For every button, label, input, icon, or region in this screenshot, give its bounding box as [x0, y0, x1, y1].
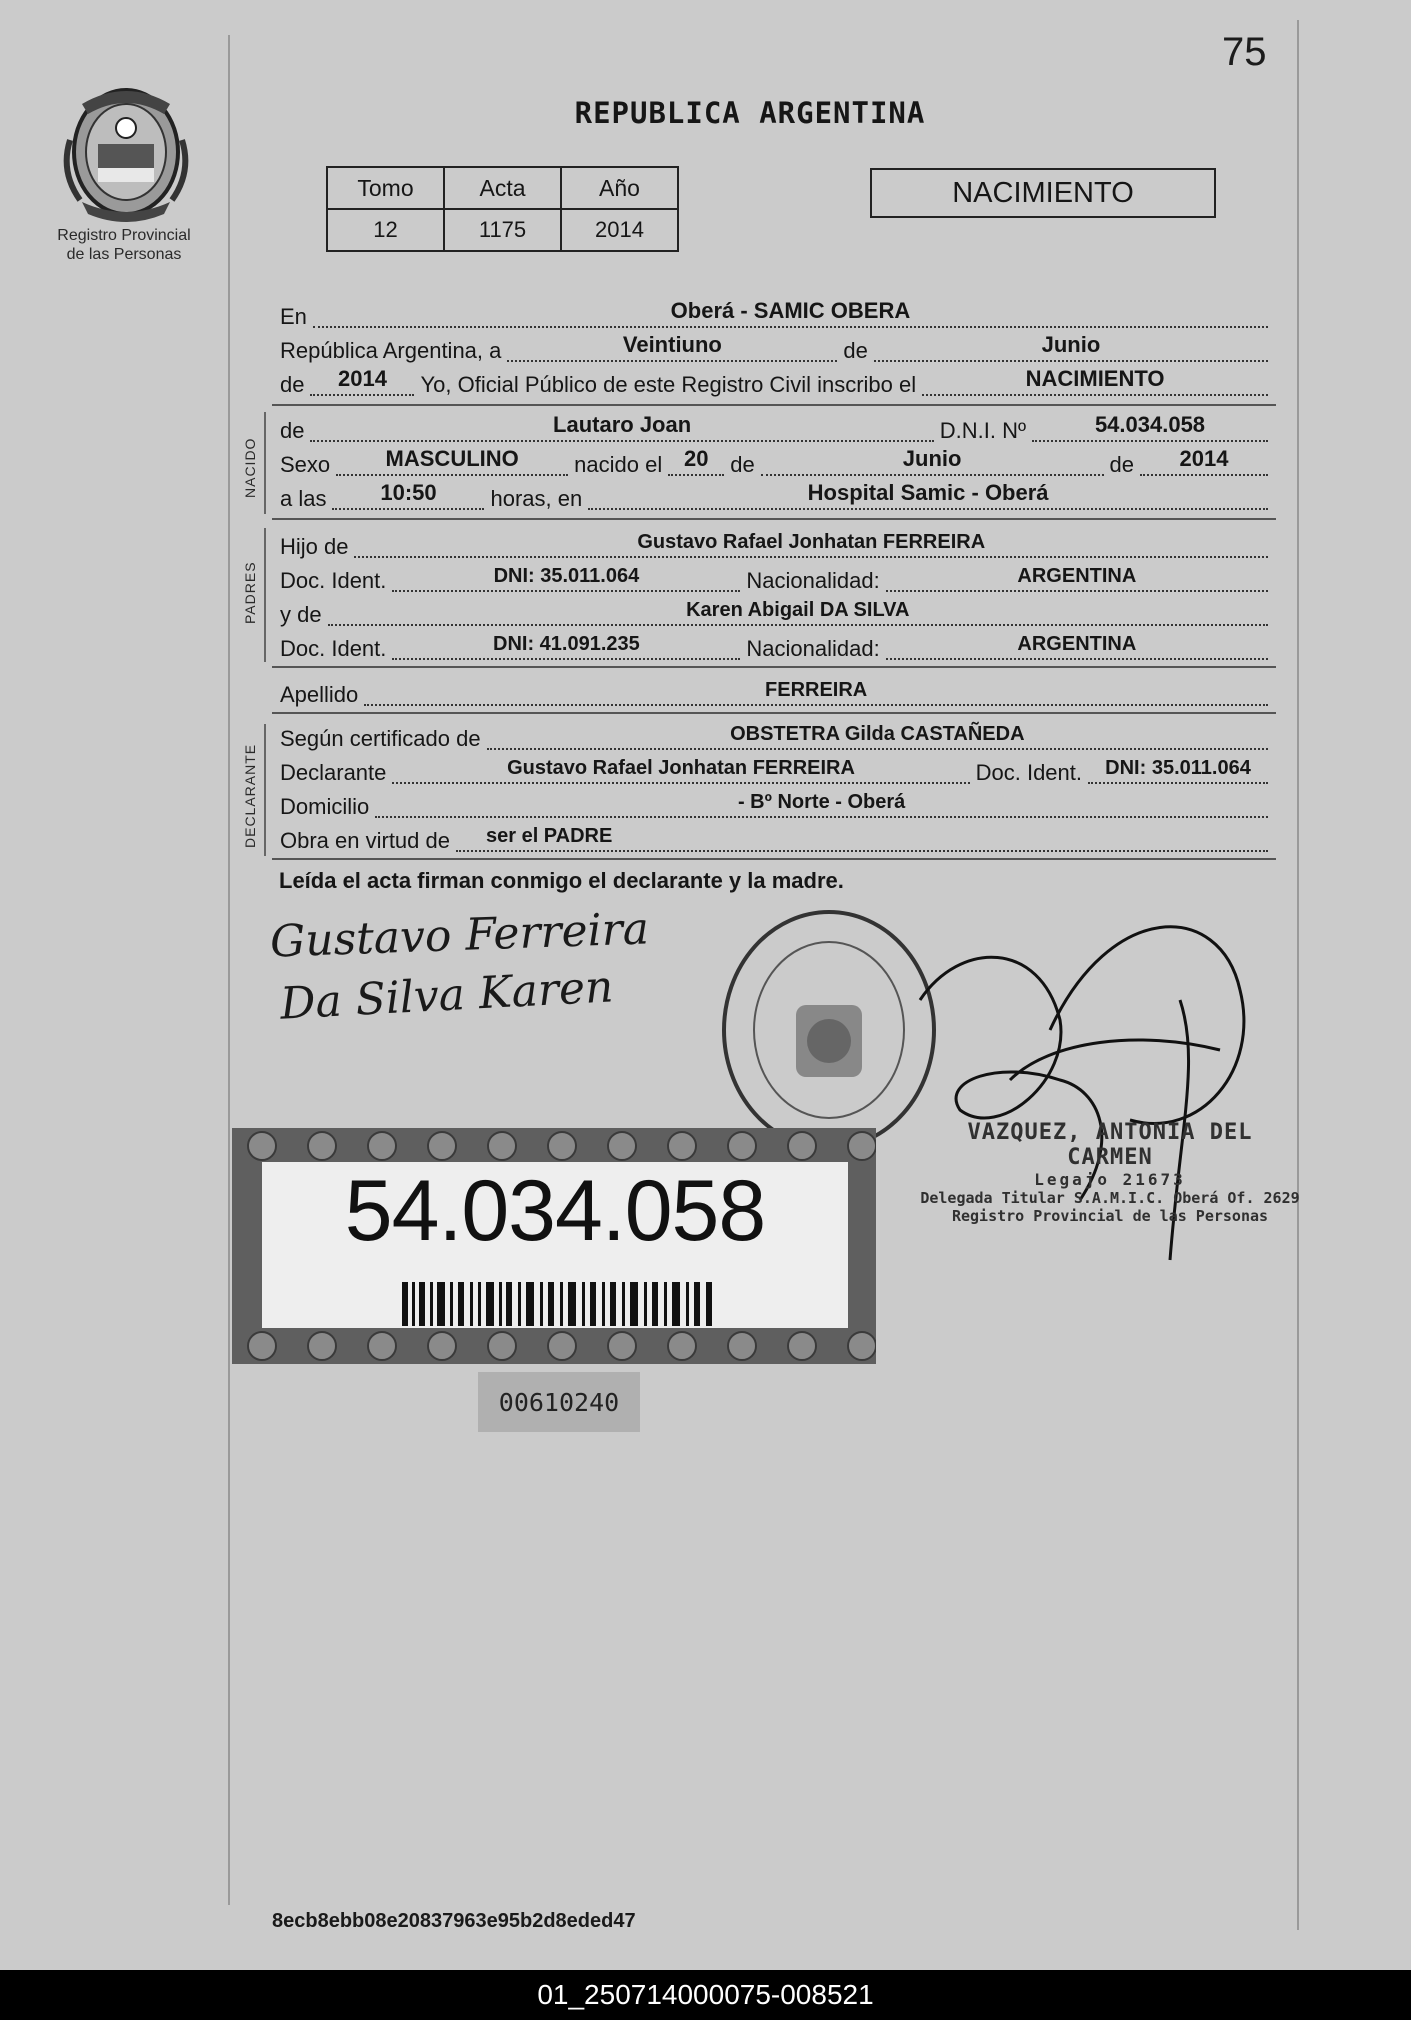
label-domicilio: Domicilio: [280, 794, 370, 819]
label-nacionalidad: Nacionalidad:: [746, 636, 880, 661]
label-a-las: a las: [280, 486, 327, 511]
field-child-name: [310, 410, 933, 442]
closing-statement: Leída el acta firman conmigo el declarante y la madre.: [279, 868, 844, 893]
label-doc-ident: Doc. Ident.: [975, 760, 1082, 785]
row-domicilio: [280, 788, 1274, 822]
dni-sticker: [232, 1128, 876, 1364]
field-day: [507, 330, 837, 362]
separator: [272, 712, 1276, 714]
row-certificado: [280, 720, 1274, 754]
field-declarante: [392, 752, 969, 784]
separator: [272, 518, 1276, 520]
value-birth-year: 2014: [1179, 446, 1229, 471]
record-table: [326, 166, 679, 252]
sticker-number: 54.034.058: [344, 1163, 766, 1259]
label-doc-ident: Doc. Ident.: [280, 636, 387, 661]
field-father-name: [354, 526, 1268, 558]
field-birth-place: [588, 478, 1268, 510]
field-time: [332, 478, 484, 510]
field-apellido: [364, 674, 1268, 706]
label-de-name: de: [280, 418, 305, 443]
separator: [272, 858, 1276, 860]
value-birth-day: 20: [683, 446, 709, 471]
sticker-label: [262, 1162, 848, 1328]
row-father-doc: [280, 562, 1274, 596]
field-father-doc: [392, 560, 740, 592]
row-mother: [280, 596, 1274, 630]
field-cert: [487, 718, 1268, 750]
value-month: Junio: [1041, 332, 1101, 357]
value-birth-month: Junio: [902, 446, 962, 471]
value-mother-nat: ARGENTINA: [1017, 633, 1137, 655]
left-margin-line: [228, 35, 230, 1905]
field-birth-year: [1140, 444, 1268, 476]
value-year: 2014: [338, 366, 387, 391]
value-place: Oberá - SAMIC OBERA: [670, 298, 911, 323]
table-header-tomo: Tomo: [327, 167, 444, 209]
label-republica: República Argentina, a: [280, 338, 502, 363]
value-mother-name: Karen Abigail DA SILVA: [686, 599, 910, 621]
value-cert: OBSTETRA Gilda CASTAÑEDA: [730, 723, 1025, 745]
field-declarante-doc: [1088, 752, 1268, 784]
value-child-dni: 54.034.058: [1094, 412, 1206, 437]
label-sexo: Sexo: [280, 452, 331, 477]
row-nacido-sex: [280, 446, 1274, 480]
separator: [272, 666, 1276, 668]
signature-father: Gustavo Ferreira: [269, 903, 650, 968]
value-sex: MASCULINO: [385, 446, 519, 471]
document-title: REPUBLICA ARGENTINA: [574, 96, 926, 130]
label-de-year: de: [1109, 452, 1134, 477]
field-domicilio: [375, 786, 1268, 818]
label-dni: D.N.I. Nº: [939, 418, 1026, 443]
document-hash: 8ecb8ebb08e20837963e95b2d8eded47: [272, 1910, 636, 1932]
official-name: VAZQUEZ, ANTONIA DEL CARMEN: [967, 1120, 1253, 1170]
field-mother-name: [328, 594, 1268, 626]
serial-number: 00610240: [478, 1372, 640, 1432]
row-en: [280, 298, 1274, 332]
row-declarante: [280, 754, 1274, 788]
row-year: [280, 366, 1274, 400]
row-apellido: [280, 676, 1274, 710]
label-apellido: Apellido: [280, 682, 359, 707]
value-father-doc: DNI: 35.011.064: [493, 565, 640, 587]
footer-id: 01_250714000075-008521: [0, 1970, 1411, 2020]
row-mother-doc: [280, 630, 1274, 664]
label-de2: de: [280, 372, 305, 397]
page-number: 75: [1222, 30, 1267, 74]
row-obra: [280, 822, 1274, 856]
field-child-dni: [1032, 410, 1268, 442]
section-label-nacido: NACIDO: [242, 437, 258, 498]
field-mother-doc: [392, 628, 740, 660]
label-obra: Obra en virtud de: [280, 828, 450, 853]
value-obra: ser el PADRE: [485, 825, 613, 847]
field-obra: [456, 820, 1268, 852]
label-de-month: de: [730, 452, 755, 477]
value-event: NACIMIENTO: [1025, 366, 1165, 391]
value-domicilio: - Bº Norte - Oberá: [737, 791, 906, 813]
registry-name: [40, 226, 208, 264]
province-crest-icon: [60, 82, 192, 222]
value-birth-place: Hospital Samic - Oberá: [807, 480, 1049, 505]
label-officer: Yo, Oficial Público de este Registro Civil inscribo el: [420, 372, 917, 397]
section-bar-declarante: [264, 724, 266, 856]
section-bar-nacido: [264, 412, 266, 514]
field-mother-nat: [886, 628, 1268, 660]
label-nacido-el: nacido el: [574, 452, 663, 477]
table-value-acta: 1175: [444, 209, 561, 251]
section-label-declarante: DECLARANTE: [242, 743, 258, 848]
value-declarante: Gustavo Rafael Jonhatan FERREIRA: [507, 757, 855, 779]
table-header-ano: Año: [561, 167, 678, 209]
registry-line1: Registro Provincial: [57, 227, 191, 244]
table-value-ano: 2014: [561, 209, 678, 251]
row-date: [280, 332, 1274, 366]
official-stamp: [920, 1120, 1300, 1225]
official-registry: Registro Provincial de las Personas: [951, 1207, 1269, 1225]
label-y-de: y de: [280, 602, 322, 627]
label-horas: horas, en: [490, 486, 583, 511]
label-hijo-de: Hijo de: [280, 534, 349, 559]
official-role: Delegada Titular S.A.M.I.C. Oberá Of. 2629: [920, 1189, 1300, 1207]
field-sex: [336, 444, 568, 476]
field-year: [310, 364, 414, 396]
value-child-name: Lautaro Joan: [553, 412, 692, 437]
value-time: 10:50: [380, 480, 437, 505]
value-father-name: Gustavo Rafael Jonhatan FERREIRA: [637, 531, 986, 553]
section-bar-padres: [264, 528, 266, 662]
value-apellido: FERREIRA: [765, 679, 868, 701]
field-event: [922, 364, 1268, 396]
label-en: En: [280, 304, 307, 329]
signature-mother: Da Silva Karen: [278, 961, 615, 1030]
field-place: [313, 296, 1268, 328]
table-header-acta: Acta: [444, 167, 561, 209]
official-legajo: Legajo 21673: [1034, 1170, 1186, 1189]
value-day: Veintiuno: [622, 332, 722, 357]
field-birth-month: [761, 444, 1104, 476]
label-nacionalidad: Nacionalidad:: [746, 568, 880, 593]
separator: [272, 404, 1276, 406]
registry-line2: de las Personas: [66, 246, 182, 263]
label-de: de: [843, 338, 868, 363]
field-month: [874, 330, 1268, 362]
label-declarante: Declarante: [280, 760, 387, 785]
row-nacido-name: [280, 412, 1274, 446]
section-label-padres: PADRES: [242, 561, 258, 624]
field-father-nat: [886, 560, 1268, 592]
row-father: [280, 528, 1274, 562]
value-father-nat: ARGENTINA: [1017, 565, 1137, 587]
row-nacido-time: [280, 480, 1274, 514]
table-value-tomo: 12: [327, 209, 444, 251]
label-certificado: Según certificado de: [280, 726, 481, 751]
barcode-icon: [402, 1282, 712, 1326]
value-declarante-doc: DNI: 35.011.064: [1105, 757, 1251, 779]
act-type-box: NACIMIENTO: [870, 168, 1216, 218]
field-birth-day: [668, 444, 724, 476]
value-mother-doc: DNI: 41.091.235: [493, 633, 640, 655]
label-doc-ident: Doc. Ident.: [280, 568, 387, 593]
